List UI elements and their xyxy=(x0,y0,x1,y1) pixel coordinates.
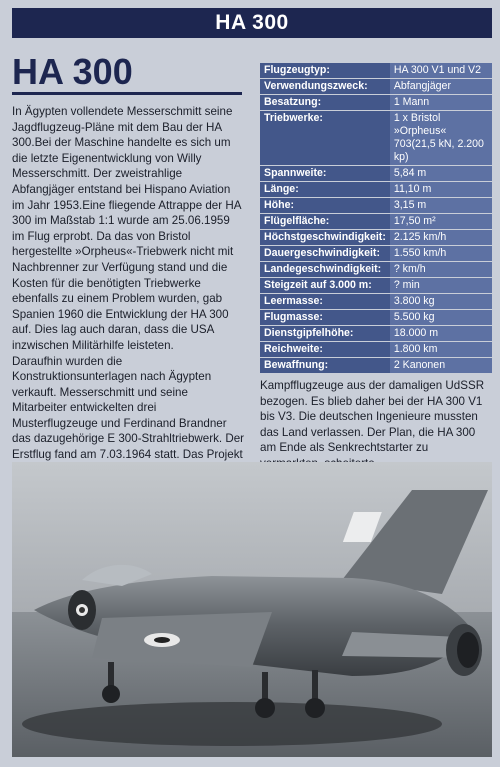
spec-row xyxy=(260,182,492,198)
spec-label: Triebwerke: xyxy=(260,111,390,166)
spec-row xyxy=(260,79,492,95)
spec-value: 2.125 km/h xyxy=(390,230,492,246)
spec-row xyxy=(260,310,492,326)
header-banner xyxy=(12,8,492,38)
spec-value: 3.800 kg xyxy=(390,294,492,310)
spec-row xyxy=(260,198,492,214)
spec-value: 5,84 m xyxy=(390,166,492,182)
spec-row xyxy=(260,294,492,310)
spec-label: Flugzeugtyp: xyxy=(260,63,390,79)
spec-row xyxy=(260,230,492,246)
spec-value: ? km/h xyxy=(390,262,492,278)
article-body-right: Kampfflugzeuge aus der damaligen UdSSR bezogen. Es blieb daher bei der HA 300 V1 bis V3. Die deutschen Ingenieure mussten das Land verlassen. Der Plan, die HA 300 am Ende als Senkrechtstarter zu xyxy=(260,379,485,455)
spec-row xyxy=(260,246,492,262)
aircraft-illustration xyxy=(12,462,492,757)
spec-row xyxy=(260,358,492,374)
spec-value: 1 x Bristol »Orpheus« 703(21,5 kN, 2.200 kp) xyxy=(390,111,492,166)
spec-row xyxy=(260,278,492,294)
spec-label: Landegeschwindigkeit: xyxy=(260,262,390,278)
spec-row xyxy=(260,95,492,111)
spec-value: HA 300 V1 und V2 xyxy=(390,63,492,79)
banner-title: HA 300 xyxy=(215,11,289,34)
spec-row xyxy=(260,214,492,230)
spec-row xyxy=(260,342,492,358)
spec-label: Verwendungszweck: xyxy=(260,79,390,95)
spec-value: 5.500 kg xyxy=(390,310,492,326)
spec-label: Länge: xyxy=(260,182,390,198)
spec-label: Spannweite: xyxy=(260,166,390,182)
title-underline xyxy=(12,92,242,95)
article-body-left xyxy=(12,104,244,494)
spec-value: 11,10 m xyxy=(390,182,492,198)
spec-row xyxy=(260,326,492,342)
paragraph-1: In Ägypten vollendete Messerschmitt seine Jagdflugzeug-Pläne mit dem Bau der HA 300.Bei der Maschine handelte es sich um die letzte Eigenentwicklung von Willy Messerschmitt. Der zweistrahlige Abfangjäger entstand bei Hispano Aviation im Jahr 1953.Eine fliegende Attrappe der HA 300 im Maßstab 1:1 wurde am 25.06.1959 im Flug erprobt. Da das von Bristol hergestellte »Orpheus«-Triebwerk nicht mit Nachbrenner zur Verfügung stand und die Kosten für die benötigten Triebwerke ebenfalls zu einem Problem wurden, gab Spanien 1960 die Entwicklung der HA 300 auf. Dies lag auch daran, dass die USA inzwischen Militärhilfe leisteten. xyxy=(12,105,241,352)
spec-value: 17,50 m² xyxy=(390,214,492,230)
spec-row xyxy=(260,111,492,166)
spec-label: Leermasse: xyxy=(260,294,390,310)
spec-value: 1.800 km xyxy=(390,342,492,358)
spec-label: Flugmasse: xyxy=(260,310,390,326)
spec-label: Höhe: xyxy=(260,198,390,214)
spec-value: 1.550 km/h xyxy=(390,246,492,262)
aircraft-photo xyxy=(12,462,492,757)
paragraph-2: Daraufhin wurden die Konstruktionsunterlagen nach Ägypten verkauft. Messerschmitt und seine Mitarbeiter entwickelten drei Musterflugzeuge und Ferdinand Brandner das dazugehörige E 300-Strahltriebwerk. Der Erstflug fand am 7.03.1964 statt. Das Projekt xyxy=(12,354,244,462)
spec-label: Bewaffnung: xyxy=(260,358,390,374)
spec-row xyxy=(260,166,492,182)
spec-label: Dauergeschwindigkeit: xyxy=(260,246,390,262)
spec-row xyxy=(260,63,492,79)
spec-table xyxy=(260,63,492,374)
spec-value: Abfangjäger xyxy=(390,79,492,95)
spec-row xyxy=(260,262,492,278)
spec-label: Besatzung: xyxy=(260,95,390,111)
spec-value: 1 Mann xyxy=(390,95,492,111)
spec-value: 18.000 m xyxy=(390,326,492,342)
spec-label: Steigzeit auf 3.000 m: xyxy=(260,278,390,294)
spec-value: 2 Kanonen xyxy=(390,358,492,374)
spec-label: Höchstgeschwindigkeit: xyxy=(260,230,390,246)
spec-label: Flügelfläche: xyxy=(260,214,390,230)
spec-label: Reichweite: xyxy=(260,342,390,358)
article-title: HA 300 xyxy=(12,51,133,92)
spec-value: ? min xyxy=(390,278,492,294)
spec-value: 3,15 m xyxy=(390,198,492,214)
spec-label: Dienstgipfelhöhe: xyxy=(260,326,390,342)
